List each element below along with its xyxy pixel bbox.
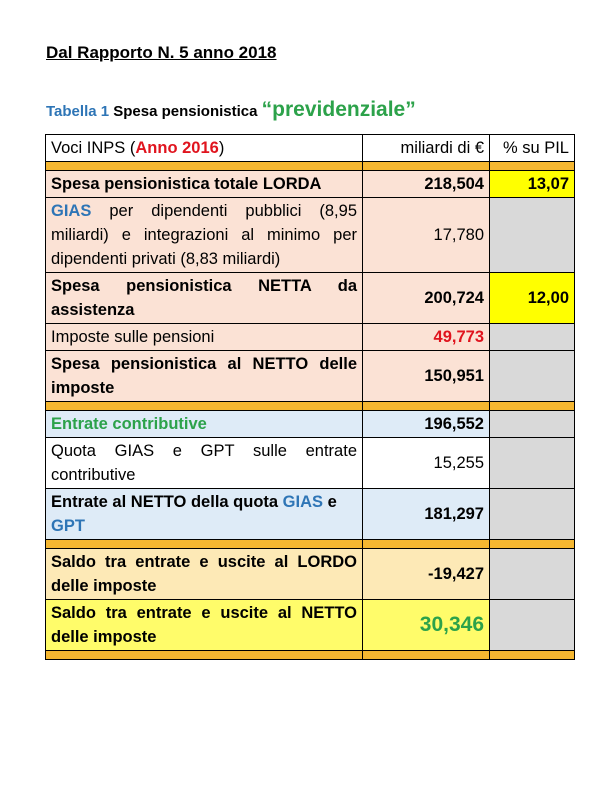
row-label: Spesa pensionistica totale LORDA [46, 171, 363, 198]
separator-row [46, 402, 575, 411]
row-pct [490, 411, 575, 438]
row-value: 49,773 [363, 324, 490, 351]
row-pct [490, 351, 575, 402]
table-row [46, 600, 575, 651]
table-row [46, 273, 575, 324]
table-caption-emphasis: “previdenziale” [261, 98, 416, 121]
row-label: GIAS per dipendenti pubblici (8,95 miliardi) e integrazioni al minimo per dipendenti privati (8,83 miliardi) [46, 198, 363, 273]
header-miliardi: miliardi di € [363, 135, 490, 162]
row-value: 15,255 [363, 438, 490, 489]
table-row [46, 489, 575, 540]
table-caption-text: Spesa pensionistica [113, 103, 258, 120]
row-pct [490, 489, 575, 540]
row-value: -19,427 [363, 549, 490, 600]
row-label: Quota GIAS e GPT sulle entrate contributive [46, 438, 363, 489]
row-label: Saldo tra entrate e uscite al LORDO delle imposte [46, 549, 363, 600]
row-pct [490, 438, 575, 489]
row-value: 30,346 [363, 600, 490, 651]
row-label: Spesa pensionistica al NETTO delle imposte [46, 351, 363, 402]
row-value: 200,724 [363, 273, 490, 324]
table-caption [46, 98, 416, 122]
row-pct: 13,07 [490, 171, 575, 198]
row-label: Spesa pensionistica NETTA da assistenza [46, 273, 363, 324]
row-value: 17,780 [363, 198, 490, 273]
row-pct [490, 198, 575, 273]
header-row [46, 135, 575, 162]
separator-row [46, 162, 575, 171]
table-row [46, 324, 575, 351]
header-voci: Voci INPS (Anno 2016) [46, 135, 363, 162]
separator-row [46, 651, 575, 660]
header-year: Anno 2016 [135, 139, 219, 157]
table-row [46, 171, 575, 198]
header-pil: % su PIL [490, 135, 575, 162]
row-value: 218,504 [363, 171, 490, 198]
table-row [46, 549, 575, 600]
row-pct [490, 600, 575, 651]
row-label: Entrate al NETTO della quota GIAS e GPT [46, 489, 363, 540]
row-label: Entrate contributive [46, 411, 363, 438]
report-heading: Dal Rapporto N. 5 anno 2018 [46, 43, 277, 62]
table-row [46, 411, 575, 438]
row-value: 196,552 [363, 411, 490, 438]
table-number: Tabella 1 [46, 103, 110, 120]
row-pct: 12,00 [490, 273, 575, 324]
table-row [46, 198, 575, 273]
table-row [46, 438, 575, 489]
pension-table [45, 134, 575, 660]
row-pct [490, 324, 575, 351]
row-label: Saldo tra entrate e uscite al NETTO delle imposte [46, 600, 363, 651]
separator-row [46, 540, 575, 549]
row-value: 181,297 [363, 489, 490, 540]
table-row [46, 351, 575, 402]
row-value: 150,951 [363, 351, 490, 402]
row-pct [490, 549, 575, 600]
row-label: Imposte sulle pensioni [46, 324, 363, 351]
